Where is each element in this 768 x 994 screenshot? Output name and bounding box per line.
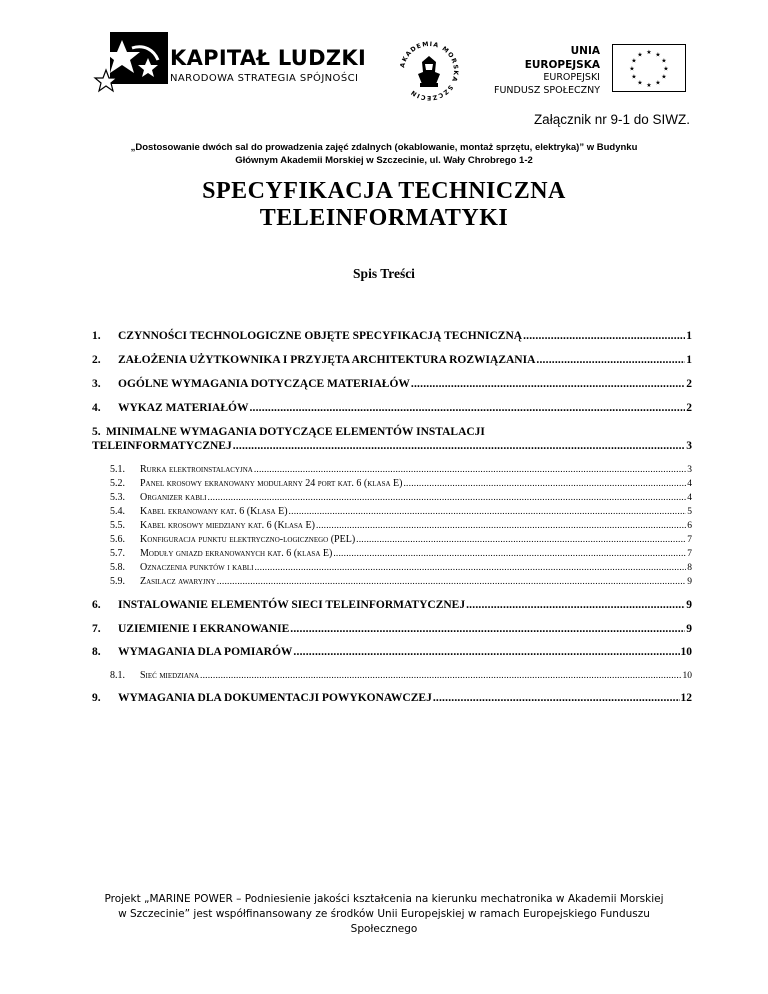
toc-leader-dots (249, 402, 685, 414)
toc-entry-number: 5.8. (110, 562, 125, 573)
toc-subentry[interactable] (110, 562, 692, 573)
toc-entry-page: 3 (687, 465, 692, 475)
toc-entry-number: 5.4. (110, 506, 125, 517)
ue-label (492, 44, 600, 97)
toc-entry-page: 2 (686, 402, 692, 414)
toc-entry-title: MINIMALNE WYMAGANIA DOTYCZĄCE ELEMENTÓW INSTALACJI (106, 426, 485, 438)
eu-flag-icon (612, 44, 686, 92)
toc-entry-number: 4. (92, 402, 101, 414)
toc-leader-dots (333, 549, 686, 559)
toc-entry-page: 9 (686, 599, 692, 611)
toc-entry-number: 7. (92, 623, 101, 635)
footer-line-1: Projekt „MARINE POWER – Podniesienie jakości kształcenia na kierunku mechatronika w Akademii Morskiej (104, 893, 664, 905)
svg-text:★: ★ (646, 49, 652, 56)
svg-text:★: ★ (661, 57, 667, 65)
toc-entry-page: 3 (686, 440, 692, 452)
toc-entry-page: 4 (687, 479, 692, 489)
toc-entry-number: 5.7. (110, 548, 125, 559)
toc-entry-number: 2. (92, 354, 101, 366)
toc-subentry[interactable] (110, 492, 692, 503)
toc-entry-title: UZIEMIENIE I EKRANOWANIE (118, 623, 290, 635)
toc-entry-title-continued: TELEINFORMATYCZNEJ (92, 440, 232, 452)
footer-line-2: w Szczecinie” jest współfinansowany ze środków Unii Europejskiej w ramach Europejskiego Funduszu (118, 908, 650, 920)
toc-entry-page: 9 (687, 577, 692, 587)
toc-leader-dots (403, 479, 686, 489)
toc-entry-page: 2 (686, 378, 692, 390)
toc-leader-dots (200, 671, 682, 681)
toc-entry-page: 7 (687, 549, 692, 559)
toc-entry-number: 9. (92, 692, 101, 704)
document-title-line-2: TELEINFORMATYKI (259, 205, 509, 231)
toc-entry-page: 10 (680, 646, 692, 658)
toc-leader-dots (289, 507, 687, 517)
toc-entry[interactable] (92, 354, 692, 366)
toc-entry-title: CZYNNOŚCI TECHNOLOGICZNE OBJĘTE SPECYFIKACJĄ TECHNICZNĄ (118, 330, 523, 342)
svg-text:★: ★ (663, 65, 669, 73)
toc-entry-page: 8 (687, 563, 692, 573)
svg-text:★: ★ (637, 51, 643, 59)
toc-subentry[interactable] (110, 478, 692, 489)
toc-entry-page: 5 (687, 507, 692, 517)
toc-entry-title: Sieć miedziana (140, 670, 199, 681)
document-title (100, 178, 668, 232)
toc-entry-page: 10 (682, 671, 692, 681)
subject-text (70, 142, 698, 167)
toc-entry-title: WYMAGANIA DLA DOKUMENTACJI POWYKONAWCZEJ (118, 692, 432, 704)
svg-text:★: ★ (655, 79, 661, 87)
toc-entry-number: 8.1. (110, 670, 125, 681)
subject-line-1: „Dostosowanie dwóch sal do prowadzenia zajęć zdalnych (okablowanie, montaż sprzętu, elektryka)” w Budynku (130, 142, 638, 153)
toc-leader-dots (208, 493, 687, 503)
toc-entry[interactable] (92, 692, 692, 704)
annex-label: Załącznik nr 9-1 do SIWZ. (533, 112, 690, 127)
toc-entry-title: Rurka elektroinstalacyjna (140, 464, 253, 475)
toc-entry-number: 5.5. (110, 520, 125, 531)
toc-leader-dots (433, 692, 680, 704)
toc-subentry[interactable] (110, 670, 692, 681)
toc-entry-number: 5.6. (110, 534, 125, 545)
toc-entry[interactable] (92, 599, 692, 611)
toc-subentry[interactable] (110, 506, 692, 517)
project-footer (80, 892, 688, 937)
kapital-ludzki-title: KAPITAŁ LUDZKI (170, 46, 367, 70)
ue-line-1: EUROPEJSKI (543, 72, 600, 83)
toc-subentry[interactable] (110, 548, 692, 559)
toc-entry-title: Organizer kabli (140, 492, 207, 503)
svg-text:★: ★ (646, 82, 652, 89)
toc-leader-dots (254, 563, 686, 573)
svg-text:★: ★ (637, 79, 643, 87)
toc-entry-page: 1 (686, 330, 692, 342)
toc-subentry[interactable] (110, 534, 692, 545)
toc-entry-number: 8. (92, 646, 101, 658)
toc-leader-dots (411, 378, 685, 390)
toc-entry-title: WYKAZ MATERIAŁÓW (118, 402, 249, 414)
toc-leader-dots (536, 354, 685, 366)
toc-leader-dots (523, 330, 685, 342)
toc-entry-number: 5. (92, 426, 101, 438)
toc-entry-number: 6. (92, 599, 101, 611)
toc-entry-page: 7 (687, 535, 692, 545)
kapital-ludzki-wordmark (170, 46, 366, 86)
toc-leader-dots (254, 465, 686, 475)
toc-leader-dots (233, 440, 686, 452)
toc-entry-page: 4 (687, 493, 692, 503)
toc-entry[interactable] (92, 330, 692, 342)
svg-text:★: ★ (631, 57, 637, 65)
toc-subentry[interactable] (110, 520, 692, 531)
toc-entry-title: Moduły gniazd ekranowanych kat. 6 (klasa E) (140, 548, 333, 559)
toc-entry-page: 9 (686, 623, 692, 635)
toc-leader-dots (316, 521, 686, 531)
toc-entry-title: OGÓLNE WYMAGANIA DOTYCZĄCE MATERIAŁÓW (118, 378, 410, 390)
toc-entry-title: Kabel ekranowany kat. 6 (Klasa E) (140, 506, 288, 517)
toc-entry[interactable] (92, 623, 692, 635)
toc-entry-title: Kabel krosowy miedziany kat. 6 (Klasa E) (140, 520, 315, 531)
footer-line-3: Społecznego (350, 923, 418, 935)
akademia-morska-emblem (398, 40, 460, 102)
svg-text:★: ★ (629, 65, 635, 73)
toc-entry[interactable] (92, 378, 692, 390)
toc-entry-5-line-2[interactable] (92, 440, 692, 452)
toc-entry-title: Zasilacz awaryjny (140, 576, 216, 587)
kapital-ludzki-star-logo (92, 30, 172, 96)
svg-text:★: ★ (631, 73, 637, 81)
toc-heading: Spis Treści (353, 266, 415, 281)
toc-entry[interactable] (92, 646, 692, 658)
kapital-ludzki-subtitle: NARODOWA STRATEGIA SPÓJNOŚCI (170, 73, 359, 84)
document-title-line-1: SPECYFIKACJA TECHNICZNA (202, 178, 566, 204)
toc-leader-dots (293, 646, 679, 658)
toc-entry-number: 5.2. (110, 478, 125, 489)
toc-leader-dots (466, 599, 685, 611)
toc-entry-title: Oznaczenia punktów i kabli (140, 562, 254, 573)
toc-subentry[interactable] (110, 464, 692, 475)
toc-entry-title: Konfiguracja punktu elektryczno-logicznego (PEL) (140, 534, 356, 545)
svg-text:★: ★ (655, 51, 661, 59)
toc-entry-title: INSTALOWANIE ELEMENTÓW SIECI TELEINFORMATYCZNEJ (118, 599, 466, 611)
ue-title: UNIA EUROPEJSKA (524, 45, 600, 71)
toc-entry-page: 1 (686, 354, 692, 366)
subject-line-2: Głównym Akademii Morskiej w Szczecinie, ul. Wały Chrobrego 1-2 (235, 154, 533, 166)
toc-entry-number: 5.9. (110, 576, 125, 587)
svg-text:★: ★ (661, 73, 667, 81)
toc-entry-number: 5.3. (110, 492, 125, 503)
am-emblem-text: AKADEMIA MORSKA SZCZECIN (399, 40, 460, 102)
toc-entry-number: 1. (92, 330, 101, 342)
ue-line-2: FUNDUSZ SPOŁECZNY (494, 84, 600, 96)
toc-entry-title: ZAŁOŻENIA UŻYTKOWNIKA I PRZYJĘTA ARCHITEKTURA ROZWIĄZANIA (118, 354, 536, 366)
toc-leader-dots (217, 577, 687, 587)
toc-leader-dots (290, 623, 685, 635)
toc-entry-number: 3. (92, 378, 101, 390)
toc-entry-page: 6 (687, 521, 692, 531)
toc-entry-5-line-1[interactable] (92, 426, 692, 438)
toc-entry[interactable] (92, 402, 692, 414)
toc-entry-title: WYMAGANIA DLA POMIARÓW (118, 646, 293, 658)
toc-leader-dots (356, 535, 686, 545)
toc-entry-number: 5.1. (110, 464, 125, 475)
toc-subentry[interactable] (110, 576, 692, 587)
toc-entry-title: Panel krosowy ekranowany modularny 24 port kat. 6 (klasa E) (140, 478, 403, 489)
toc-entry-page: 12 (680, 692, 692, 704)
